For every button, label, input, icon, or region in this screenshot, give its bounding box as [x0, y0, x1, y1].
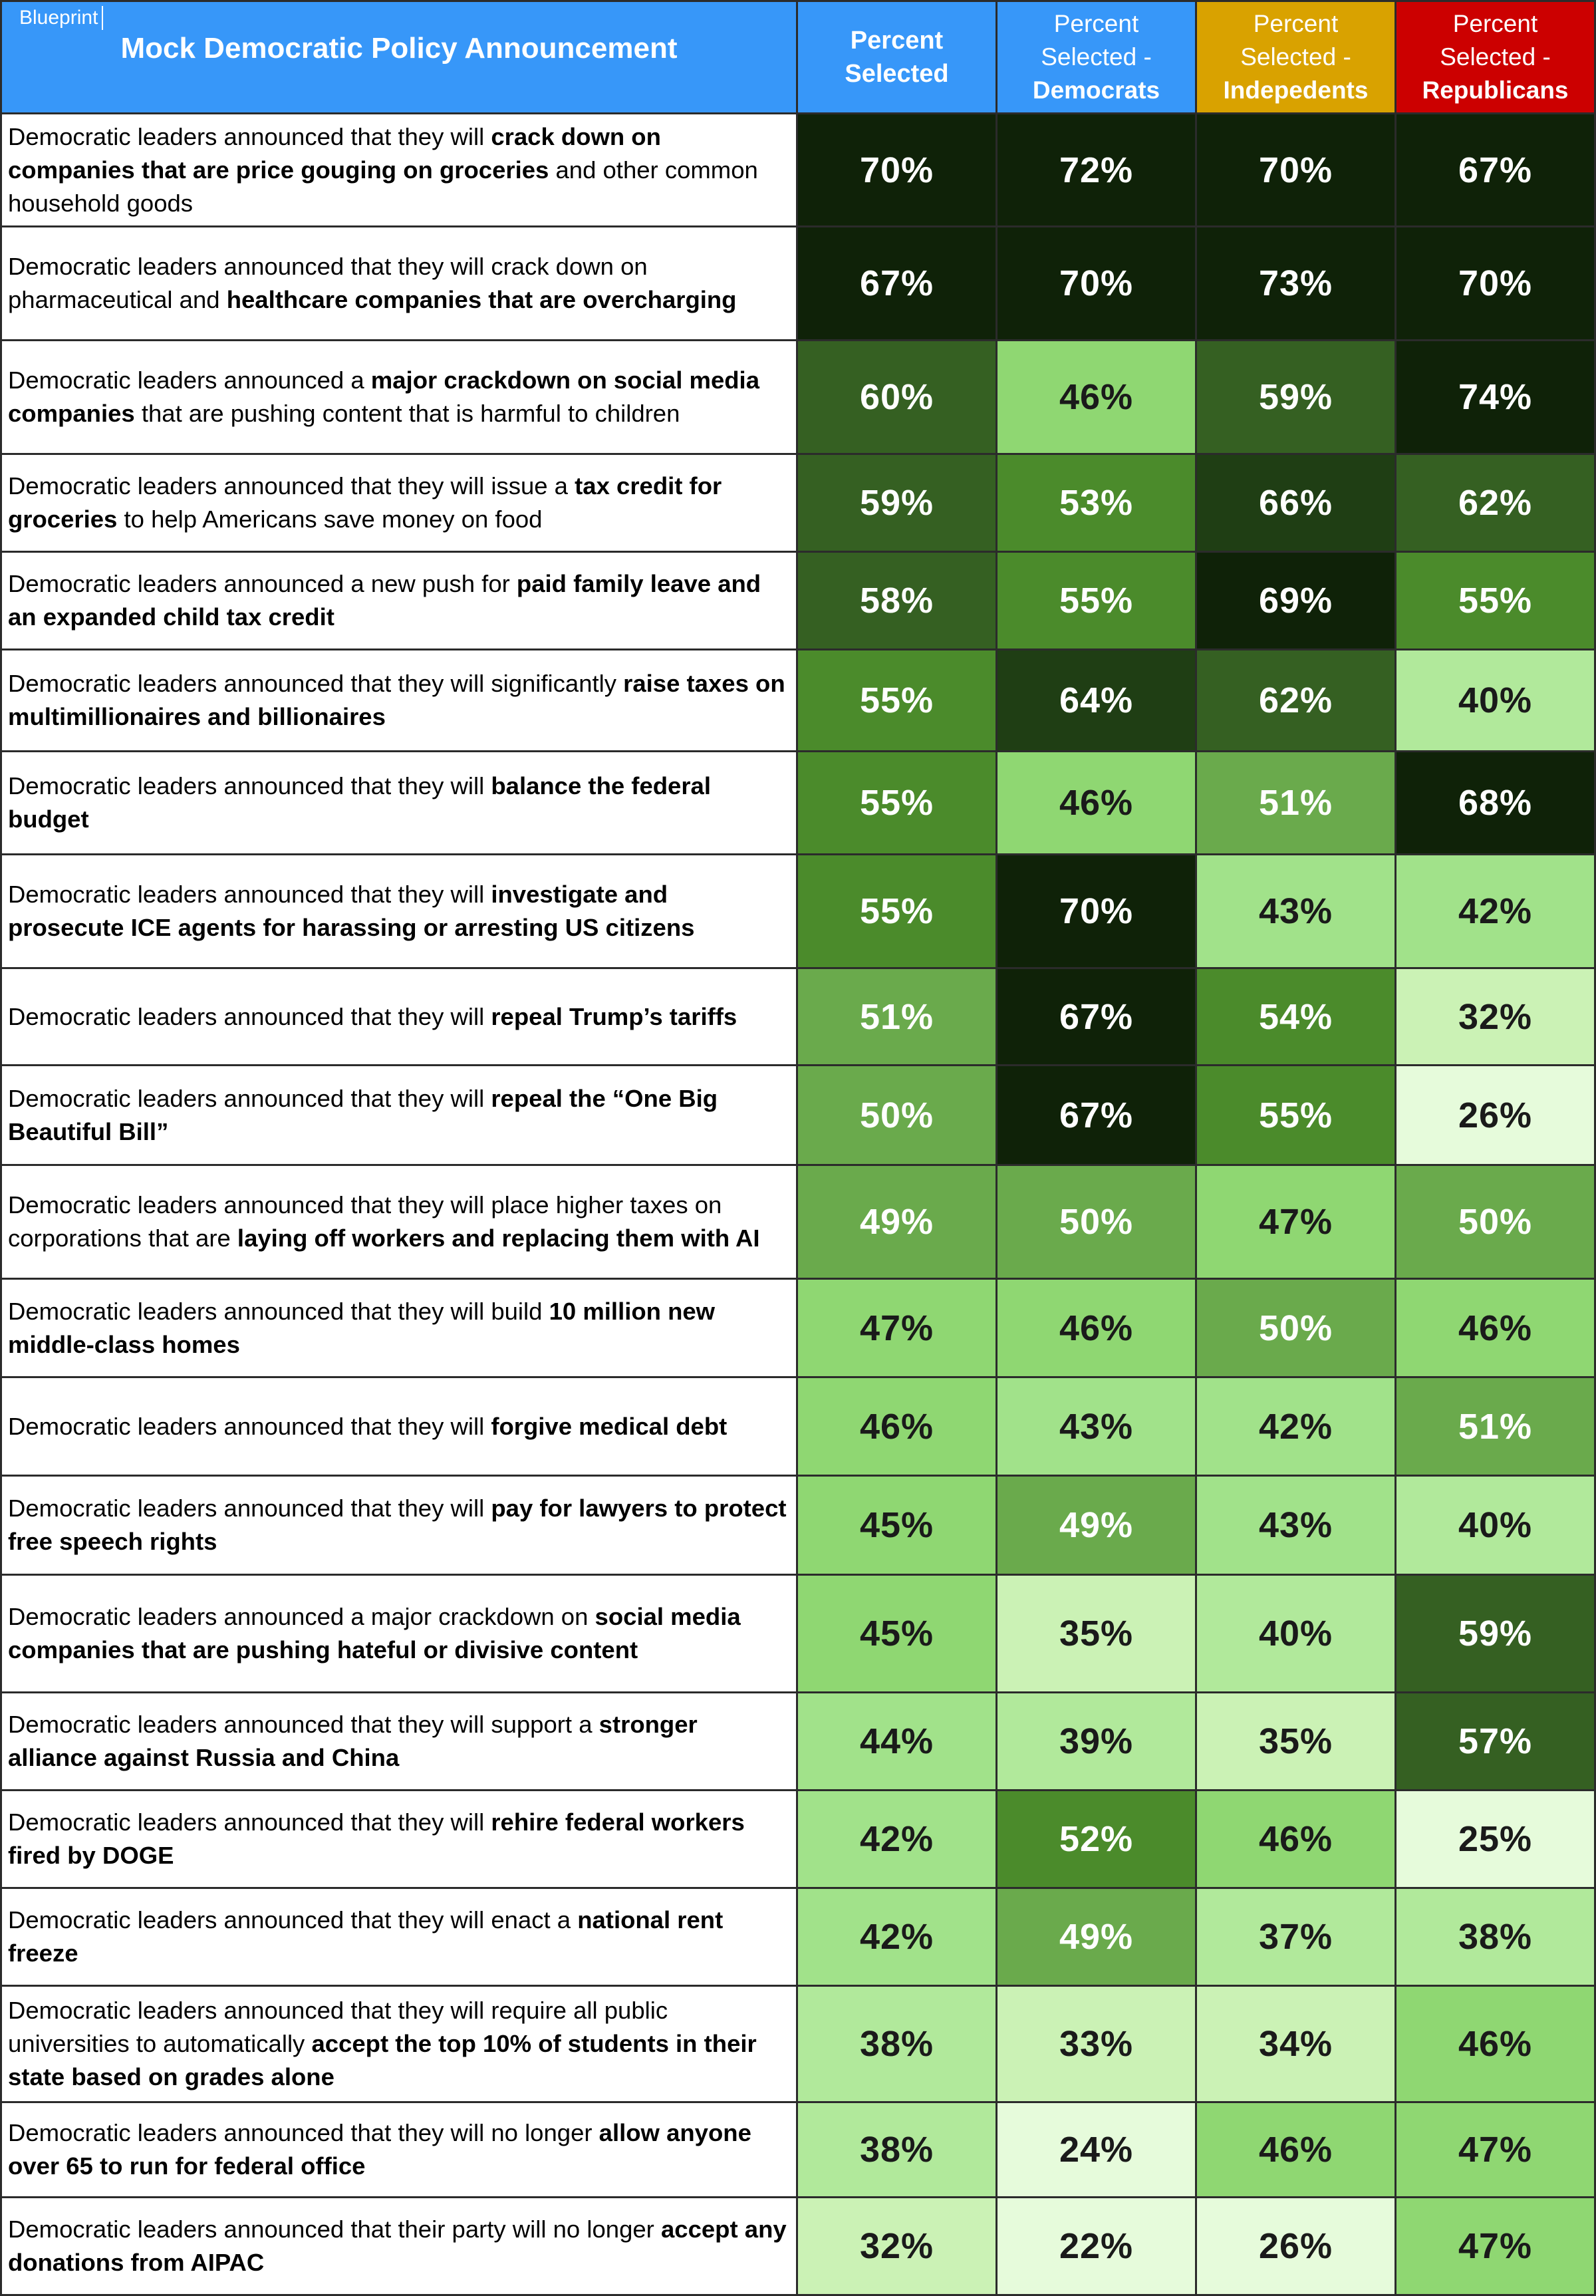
- value-label: 49%: [1059, 1505, 1134, 1545]
- value-cell: [798, 1280, 998, 1378]
- value-cell: [798, 752, 998, 855]
- value-label: 50%: [1258, 1308, 1333, 1348]
- value-label: 51%: [1458, 1406, 1533, 1447]
- value-cell: [1396, 455, 1596, 553]
- value-cell: [1197, 227, 1396, 341]
- value-label: 26%: [1258, 2226, 1333, 2266]
- value-cell: [798, 227, 998, 341]
- value-cell: [1197, 455, 1396, 553]
- column-header-group: Indepedents: [1223, 76, 1369, 104]
- label-emphasis: major crackdown on social media companies: [8, 366, 759, 427]
- label-emphasis: 10 million new middle-class homes: [8, 1297, 716, 1358]
- value-label: 53%: [1059, 483, 1134, 523]
- label-text: to help Americans save money on food: [117, 505, 543, 533]
- column-header-line: Percent: [1452, 10, 1538, 37]
- value-label: 35%: [1258, 1721, 1333, 1761]
- label-text: Democratic leaders announced a major crackdown on: [8, 1603, 595, 1630]
- value-label: 46%: [1258, 2130, 1333, 2170]
- row-label-text: [8, 1189, 788, 1255]
- value-label: 64%: [1059, 680, 1134, 720]
- value-label: 49%: [1059, 1917, 1134, 1957]
- label-text: Democratic leaders announced that their party will no longer: [8, 2216, 661, 2243]
- row-label: [0, 2198, 798, 2296]
- value-cell: [998, 1166, 1197, 1280]
- value-cell: [798, 2103, 998, 2198]
- row-label-text: [8, 250, 788, 317]
- label-emphasis: allow anyone over 65 to run for federal office: [8, 2119, 751, 2180]
- column-header-3: [1197, 0, 1396, 114]
- label-text: and other common household goods: [8, 156, 758, 217]
- row-label: [0, 1889, 798, 1987]
- label-emphasis: raise taxes on multimillionaires and billionaires: [8, 670, 785, 730]
- value-cell: [1396, 1889, 1596, 1987]
- label-emphasis: repeal Trump’s tariffs: [491, 1002, 737, 1030]
- value-label: 67%: [1458, 150, 1533, 190]
- value-label: 51%: [859, 996, 934, 1037]
- value-cell: [1197, 1693, 1396, 1791]
- value-cell: [1396, 341, 1596, 455]
- column-header-line: Selected -: [1440, 43, 1551, 71]
- value-cell: [1396, 114, 1596, 227]
- value-label: 70%: [859, 150, 934, 190]
- value-cell: [798, 1987, 998, 2103]
- value-label: 59%: [1258, 377, 1333, 417]
- column-header-4: [1396, 0, 1596, 114]
- value-label: 42%: [859, 1917, 934, 1957]
- value-cell: [1197, 341, 1396, 455]
- row-label: [0, 1280, 798, 1378]
- label-emphasis: tax credit for groceries: [8, 472, 722, 533]
- value-label: 46%: [1059, 377, 1134, 417]
- row-label-text: [8, 667, 788, 734]
- label-text: Democratic leaders announced that they will place higher taxes on corporations that are: [8, 1191, 722, 1252]
- row-label-text: [8, 1082, 788, 1149]
- value-label: 60%: [859, 377, 934, 417]
- label-text: Democratic leaders announced that they will significantly: [8, 670, 624, 697]
- value-cell: [798, 969, 998, 1066]
- value-cell: [798, 2198, 998, 2296]
- value-cell: [798, 1693, 998, 1791]
- value-cell: [998, 969, 1197, 1066]
- value-cell: [1197, 1889, 1396, 1987]
- label-text: Democratic leaders announced that they will: [8, 1808, 491, 1836]
- chart-title: Mock Democratic Policy Announcement: [120, 32, 678, 65]
- value-cell: [998, 1576, 1197, 1693]
- value-cell: [1197, 1378, 1396, 1477]
- value-label: 33%: [1059, 2024, 1134, 2064]
- value-label: 45%: [859, 1505, 934, 1545]
- value-label: 55%: [859, 891, 934, 931]
- row-label: [0, 1791, 798, 1889]
- value-label: 69%: [1258, 581, 1333, 621]
- value-label: 26%: [1458, 1095, 1533, 1135]
- label-emphasis: social media companies that are pushing hateful or divisive content: [8, 1603, 741, 1663]
- value-label: 38%: [1458, 1917, 1533, 1957]
- value-cell: [1396, 1280, 1596, 1378]
- label-text: Democratic leaders announced a: [8, 366, 371, 394]
- value-cell: [1396, 2198, 1596, 2296]
- value-label: 35%: [1059, 1614, 1134, 1653]
- label-emphasis: pay for lawyers to protect free speech rights: [8, 1495, 787, 1555]
- column-header-line: Selected -: [1041, 43, 1152, 71]
- row-label-text: [8, 470, 788, 536]
- label-emphasis: rehire federal workers fired by DOGE: [8, 1808, 745, 1869]
- label-emphasis: investigate and prosecute ICE agents for harassing or arresting US citizens: [8, 881, 695, 941]
- value-label: 46%: [1258, 1819, 1333, 1859]
- value-cell: [1197, 2198, 1396, 2296]
- value-label: 47%: [859, 1308, 934, 1348]
- row-label-text: [8, 1492, 788, 1558]
- row-label-text: [8, 120, 788, 220]
- value-cell: [798, 1378, 998, 1477]
- value-cell: [998, 1378, 1197, 1477]
- row-label-text: [8, 770, 788, 836]
- value-label: 43%: [1258, 1505, 1333, 1545]
- value-cell: [798, 1576, 998, 1693]
- row-label: [0, 2103, 798, 2198]
- value-cell: [798, 1791, 998, 1889]
- value-label: 39%: [1059, 1721, 1134, 1761]
- value-label: 47%: [1258, 1202, 1333, 1242]
- label-text: Democratic leaders announced that they will: [8, 772, 491, 799]
- row-label: [0, 341, 798, 455]
- value-cell: [1396, 855, 1596, 969]
- value-cell: [1396, 1791, 1596, 1889]
- row-label-text: [8, 1708, 788, 1775]
- value-cell: [798, 650, 998, 752]
- value-label: 70%: [1059, 263, 1134, 303]
- value-label: 37%: [1258, 1917, 1333, 1957]
- value-label: 50%: [1059, 1202, 1134, 1242]
- label-emphasis: accept the top 10% of students in their state based on grades alone: [8, 2030, 757, 2090]
- value-cell: [998, 114, 1197, 227]
- value-cell: [798, 1477, 998, 1576]
- value-label: 50%: [1458, 1202, 1533, 1242]
- value-label: 66%: [1258, 483, 1333, 523]
- value-cell: [1396, 1576, 1596, 1693]
- value-label: 55%: [859, 680, 934, 720]
- value-label: 32%: [1458, 996, 1533, 1037]
- row-label-text: [8, 1904, 788, 1970]
- value-cell: [798, 553, 998, 650]
- value-label: 62%: [1258, 680, 1333, 720]
- label-emphasis: stronger alliance against Russia and China: [8, 1711, 698, 1771]
- value-label: 45%: [859, 1614, 934, 1653]
- value-cell: [1197, 1166, 1396, 1280]
- value-label: 25%: [1458, 1819, 1533, 1859]
- label-text: Democratic leaders announced that they will no longer: [8, 2119, 599, 2146]
- label-emphasis: paid family leave and an expanded child tax credit: [8, 570, 761, 631]
- label-emphasis: national rent freeze: [8, 1906, 724, 1967]
- value-cell: [1396, 553, 1596, 650]
- value-label: 46%: [1458, 1308, 1533, 1348]
- value-cell: [1396, 650, 1596, 752]
- value-label: 38%: [859, 2024, 934, 2064]
- value-label: 40%: [1458, 680, 1533, 720]
- value-cell: [998, 1791, 1197, 1889]
- row-label: [0, 1477, 798, 1576]
- column-header-1: [798, 0, 998, 114]
- value-cell: [1197, 855, 1396, 969]
- label-text: Democratic leaders announced that they will: [8, 1412, 491, 1440]
- column-header-line: Selected: [845, 60, 949, 88]
- value-label: 57%: [1458, 1721, 1533, 1761]
- row-label: [0, 855, 798, 969]
- value-cell: [1396, 1066, 1596, 1166]
- value-label: 54%: [1258, 996, 1333, 1037]
- value-cell: [1396, 227, 1596, 341]
- label-emphasis: crack down on companies that are price gouging on groceries: [8, 122, 661, 184]
- value-cell: [998, 1987, 1197, 2103]
- label-emphasis: accept any donations from AIPAC: [8, 2216, 787, 2276]
- value-label: 74%: [1458, 377, 1533, 417]
- value-label: 42%: [859, 1819, 934, 1859]
- value-label: 22%: [1059, 2226, 1134, 2266]
- value-cell: [1396, 1987, 1596, 2103]
- value-label: 68%: [1458, 783, 1533, 823]
- value-label: 47%: [1458, 2130, 1533, 2170]
- value-cell: [1396, 1166, 1596, 1280]
- label-text: Democratic leaders announced that they will: [8, 122, 491, 150]
- label-text: Democratic leaders announced that they will support a: [8, 1711, 599, 1738]
- row-label-text: [8, 1295, 788, 1362]
- column-header-2: [998, 0, 1197, 114]
- value-label: 70%: [1059, 891, 1134, 931]
- label-emphasis: repeal the “One Big Beautiful Bill”: [8, 1084, 718, 1145]
- row-label-text: [8, 567, 788, 634]
- row-label-text: [8, 1000, 737, 1034]
- value-cell: [998, 752, 1197, 855]
- column-header-line: Percent: [1253, 10, 1339, 37]
- label-emphasis: healthcare companies that are overcharging: [226, 286, 737, 313]
- value-label: 46%: [859, 1406, 934, 1447]
- value-cell: [1396, 1378, 1596, 1477]
- value-cell: [798, 455, 998, 553]
- row-label: [0, 1066, 798, 1166]
- value-cell: [998, 1280, 1197, 1378]
- row-label: [0, 1166, 798, 1280]
- value-cell: [998, 1066, 1197, 1166]
- blueprint-logo: Blueprint: [17, 6, 103, 30]
- label-text: Democratic leaders announced that they will: [8, 1495, 491, 1522]
- value-cell: [1396, 2103, 1596, 2198]
- row-label: [0, 227, 798, 341]
- value-label: 44%: [859, 1721, 934, 1761]
- value-label: 70%: [1258, 150, 1333, 190]
- value-label: 62%: [1458, 483, 1533, 523]
- value-label: 58%: [859, 581, 934, 621]
- value-label: 55%: [1059, 581, 1134, 621]
- label-text: Democratic leaders announced that they will build: [8, 1297, 549, 1325]
- row-label-text: [8, 2116, 788, 2183]
- row-label: [0, 114, 798, 227]
- value-cell: [998, 1693, 1197, 1791]
- value-cell: [798, 1166, 998, 1280]
- row-label: [0, 1987, 798, 2103]
- value-label: 24%: [1059, 2130, 1134, 2170]
- label-text: Democratic leaders announced that they will: [8, 1002, 491, 1030]
- value-label: 40%: [1258, 1614, 1333, 1653]
- value-label: 49%: [859, 1202, 934, 1242]
- row-label: [0, 752, 798, 855]
- label-text: Democratic leaders announced that they will: [8, 1084, 491, 1112]
- value-label: 70%: [1458, 263, 1533, 303]
- value-label: 72%: [1059, 150, 1134, 190]
- label-emphasis: balance the federal budget: [8, 772, 712, 833]
- value-cell: [1197, 1280, 1396, 1378]
- row-label-text: [8, 1600, 788, 1667]
- value-label: 38%: [859, 2130, 934, 2170]
- label-text: Democratic leaders announced that they will crack down on pharmaceutical and: [8, 253, 648, 313]
- value-cell: [1197, 1477, 1396, 1576]
- value-label: 40%: [1458, 1505, 1533, 1545]
- value-label: 55%: [859, 783, 934, 823]
- value-label: 50%: [859, 1095, 934, 1135]
- value-label: 43%: [1258, 891, 1333, 931]
- label-text: that are pushing content that is harmful to children: [134, 400, 680, 427]
- value-cell: [998, 1889, 1197, 1987]
- value-label: 59%: [1458, 1614, 1533, 1653]
- value-cell: [1197, 752, 1396, 855]
- value-label: 52%: [1059, 1819, 1134, 1859]
- value-cell: [1197, 2103, 1396, 2198]
- value-cell: [998, 2198, 1197, 2296]
- value-cell: [1197, 650, 1396, 752]
- value-cell: [798, 341, 998, 455]
- value-label: 46%: [1059, 1308, 1134, 1348]
- row-label: [0, 650, 798, 752]
- value-cell: [998, 227, 1197, 341]
- value-label: 42%: [1458, 891, 1533, 931]
- label-emphasis: laying off workers and replacing them with AI: [237, 1224, 760, 1252]
- column-header-group: Democrats: [1032, 76, 1160, 104]
- table-title-header: [0, 0, 798, 114]
- value-cell: [798, 114, 998, 227]
- label-text: Democratic leaders announced that they will require all public universities to automatically: [8, 1997, 668, 2057]
- value-label: 32%: [859, 2226, 934, 2266]
- row-label: [0, 969, 798, 1066]
- value-cell: [998, 341, 1197, 455]
- value-label: 73%: [1258, 263, 1333, 303]
- value-label: 46%: [1059, 783, 1134, 823]
- row-label-text: [8, 2213, 788, 2279]
- value-cell: [998, 455, 1197, 553]
- value-cell: [998, 1477, 1197, 1576]
- value-label: 55%: [1258, 1095, 1333, 1135]
- value-cell: [1396, 752, 1596, 855]
- value-cell: [798, 855, 998, 969]
- value-label: 55%: [1458, 581, 1533, 621]
- value-cell: [1197, 1791, 1396, 1889]
- value-label: 67%: [1059, 1095, 1134, 1135]
- value-label: 59%: [859, 483, 934, 523]
- value-label: 67%: [1059, 996, 1134, 1037]
- row-label: [0, 455, 798, 553]
- value-label: 46%: [1458, 2024, 1533, 2064]
- row-label: [0, 1576, 798, 1693]
- label-text: Democratic leaders announced that they will: [8, 881, 491, 908]
- value-cell: [998, 553, 1197, 650]
- row-label: [0, 553, 798, 650]
- value-cell: [1197, 969, 1396, 1066]
- value-cell: [798, 1066, 998, 1166]
- row-label: [0, 1378, 798, 1477]
- value-label: 51%: [1258, 783, 1333, 823]
- value-cell: [1197, 114, 1396, 227]
- column-header-group: Republicans: [1422, 76, 1569, 104]
- row-label-text: [8, 1410, 727, 1443]
- column-header-line: Percent: [850, 27, 944, 55]
- row-label-text: [8, 878, 788, 944]
- value-cell: [998, 650, 1197, 752]
- row-label-text: [8, 1994, 788, 2094]
- value-cell: [1396, 1477, 1596, 1576]
- value-cell: [998, 2103, 1197, 2198]
- value-label: 42%: [1258, 1406, 1333, 1447]
- value-cell: [1396, 969, 1596, 1066]
- value-cell: [1396, 1693, 1596, 1791]
- value-label: 43%: [1059, 1406, 1134, 1447]
- value-label: 47%: [1458, 2226, 1533, 2266]
- label-text: Democratic leaders announced that they will issue a: [8, 472, 575, 500]
- value-label: 67%: [859, 263, 934, 303]
- value-cell: [798, 1889, 998, 1987]
- value-cell: [998, 855, 1197, 969]
- row-label: [0, 1693, 798, 1791]
- column-header-line: Percent: [1053, 10, 1139, 37]
- column-header-line: Selected -: [1240, 43, 1351, 71]
- label-emphasis: forgive medical debt: [491, 1412, 728, 1440]
- label-text: Democratic leaders announced a new push for: [8, 570, 517, 597]
- row-label-text: [8, 1806, 788, 1872]
- row-label-text: [8, 364, 788, 430]
- value-cell: [1197, 1987, 1396, 2103]
- value-label: 34%: [1258, 2024, 1333, 2064]
- value-cell: [1197, 1066, 1396, 1166]
- value-cell: [1197, 553, 1396, 650]
- value-cell: [1197, 1576, 1396, 1693]
- label-text: Democratic leaders announced that they will enact a: [8, 1906, 578, 1934]
